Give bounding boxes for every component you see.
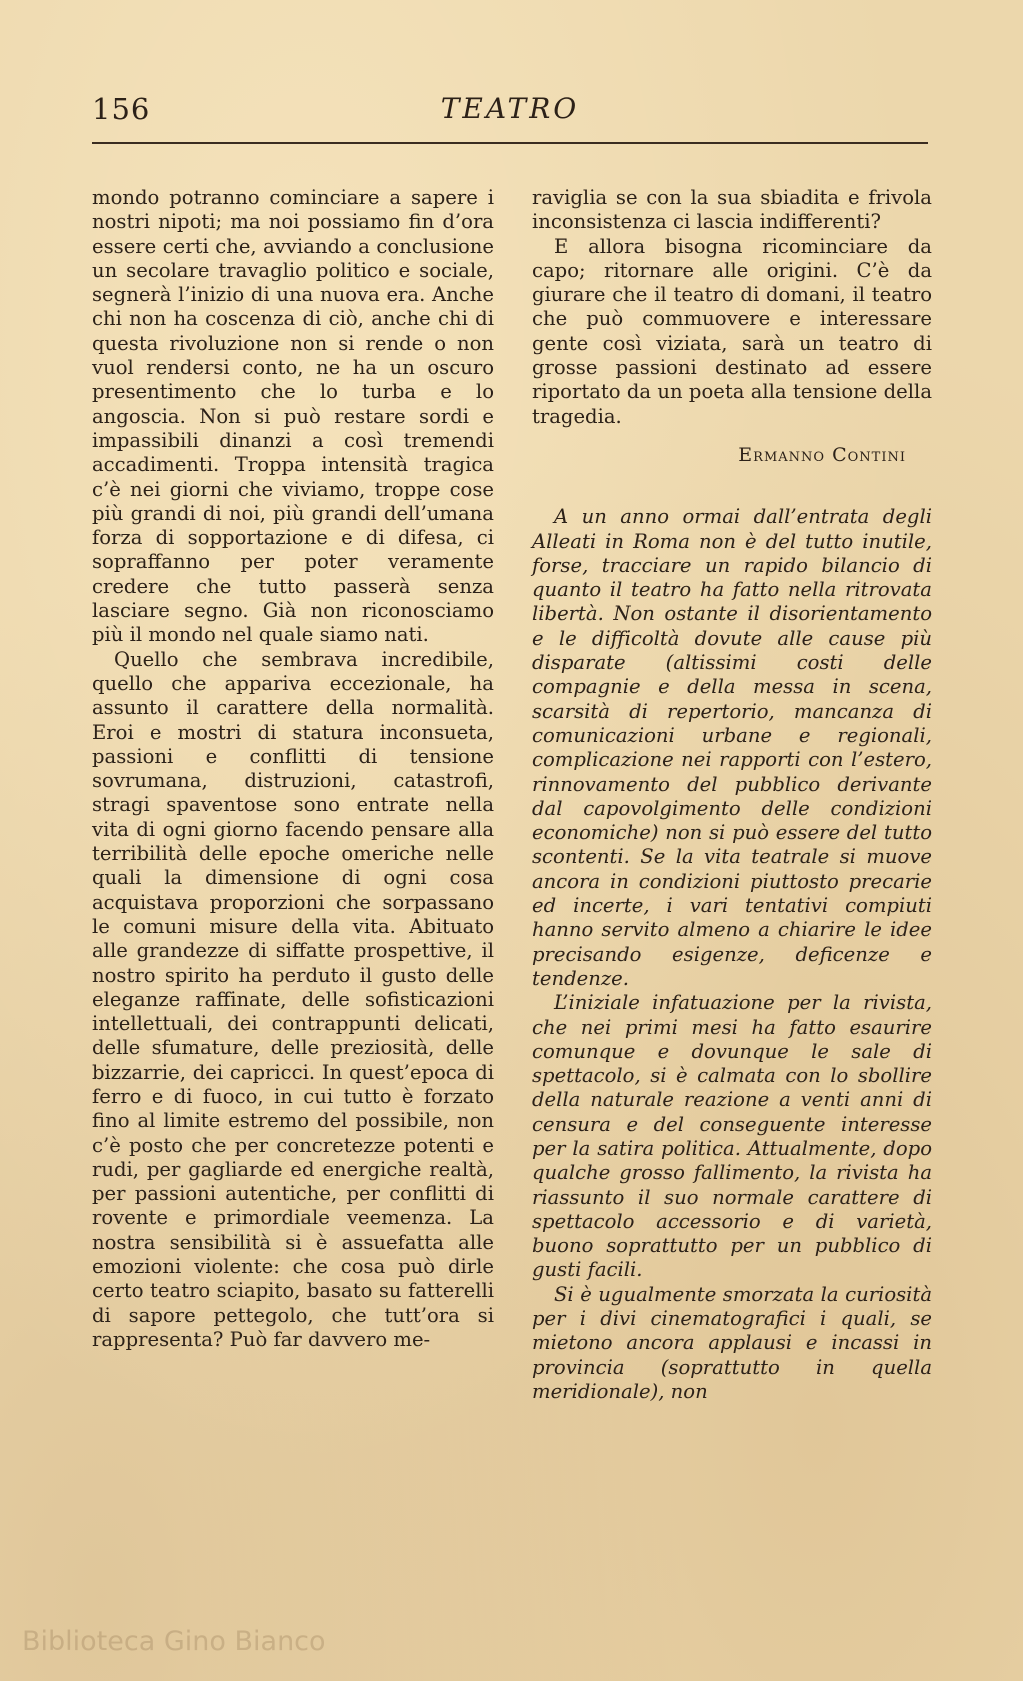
italic-paragraph: Si è ugualmente smorzata la curiosità per i divi cinematografici i quali, se mietono ancora applausi e incassi in provincia (soprattutto in quella meridionale), non — [532, 1282, 932, 1403]
paragraph: mondo potranno cominciare a sapere i nostri nipoti; ma noi possiamo fin d’ora essere certi che, avviando a conclusione un secolare travaglio politico e sociale, segnerà l’inizio di una nuova era. Anche chi non ha coscenza di ciò, anche chi di questa rivoluzione non si rende o non vuol rendersi conto, ne ha un oscuro presentimento che lo turba e lo angoscia. Non si può restare sordi e impassibili dinanzi a così tremendi accadimenti. Troppa intensità tragica c’è nei giorni che viviamo, troppe cose più grandi di noi, più grandi dell’umana forza di sopportazione e di difesa, ci sopraffanno per poter veramente credere che tutto passerà senza lasciare segno. Già non riconosciamo più il mondo nel quale siamo nati. — [92, 186, 494, 647]
author-signature: Ermanno Contini — [738, 443, 906, 466]
paragraph: E allora bisogna ricominciare da capo; ritornare alle origini. C’è da giurare che il teatro di domani, il teatro che può commuovere e interessare gente così viziata, sarà un teatro di grosse passioni destinato ad essere riportato da un poeta alla tensione della tragedia. — [532, 234, 932, 428]
right-column — [532, 186, 932, 1404]
italic-paragraph: A un anno ormai dall’entrata degli Alleati in Roma non è del tutto inutile, forse, tracciare un rapido bilancio di quanto il teatro ha fatto nella ritrovata libertà. Non ostante il disorientamento e le difficoltà dovute alle cause più disparate (altissimi costi delle compagnie e della messa in scena, scarsità di repertorio, mancanza di comunicazioni urbane e regionali, complicazione nei rapporti con l’estero, rinnovamento del pubblico derivante dal capovolgimento delle condizioni economiche) non si può essere del tutto scontenti. Se la vita teatrale si muove ancora in condizioni piuttosto precarie ed incerte, i vari tentativi compiuti hanno servito almeno a chiarire le idee precisando esigenze, deficenze e tendenze. — [532, 505, 932, 990]
library-watermark: Biblioteca Gino Bianco — [22, 1626, 326, 1657]
italic-paragraph: L’iniziale infatuazione per la rivista, che nei primi mesi ha fatto esaurire comunque e dovunque le sale di spettacolo, si è calmata con lo sbollire della naturale reazione a venti anni di censura e del conseguente interesse per la satira politica. Attualmente, dopo qualche grosso fallimento, la rivista ha riassunto il suo normale carattere di spettacolo accessorio e di varietà, buono soprattutto per un pubblico di gusti facili. — [532, 991, 932, 1282]
paragraph: raviglia se con la sua sbiadita e frivola inconsistenza ci lascia indifferenti? — [532, 186, 932, 234]
left-column — [92, 186, 494, 1352]
header-rule — [92, 142, 928, 144]
page-number: 156 — [92, 92, 151, 126]
page-header — [92, 92, 928, 132]
paragraph: Quello che sembrava incredibile, quello che appariva eccezionale, ha assunto il carattere della normalità. Eroi e mostri di statura inconsueta, passioni e conflitti di tensione sovrumana, distruzioni, catastrofi, stragi spaventose sono entrate nella vita di ogni giorno facendo pensare alla terribilità delle epoche omeriche nelle quali la dimensione di ogni cosa acquistava proporzioni che sorpassano le comuni misure della vita. Abituato alle grandezze di siffatte prospettive, il nostro spirito ha perduto il gusto delle eleganze raffinate, delle sofisticazioni intellettuali, dei contrappunti delicati, delle sfumature, delle preziosità, delle bizzarrie, dei capricci. In quest’epoca di ferro e di fuoco, in cui tutto è forzato fino al limite estremo del possibile, non c’è posto che per concretezze potenti e rudi, per gagliarde ed energiche realtà, per passioni autentiche, per conflitti di rovente e primordiale veemenza. La nostra sensibilità si è assuefatta alle emozioni violente: che cosa può dirle certo teatro sciapito, basato su fatterelli di sapore pettegolo, che tutt’ora si rappresenta? Può far davvero me- — [92, 647, 494, 1351]
italic-section — [532, 505, 932, 1404]
running-head: TEATRO — [440, 92, 580, 125]
